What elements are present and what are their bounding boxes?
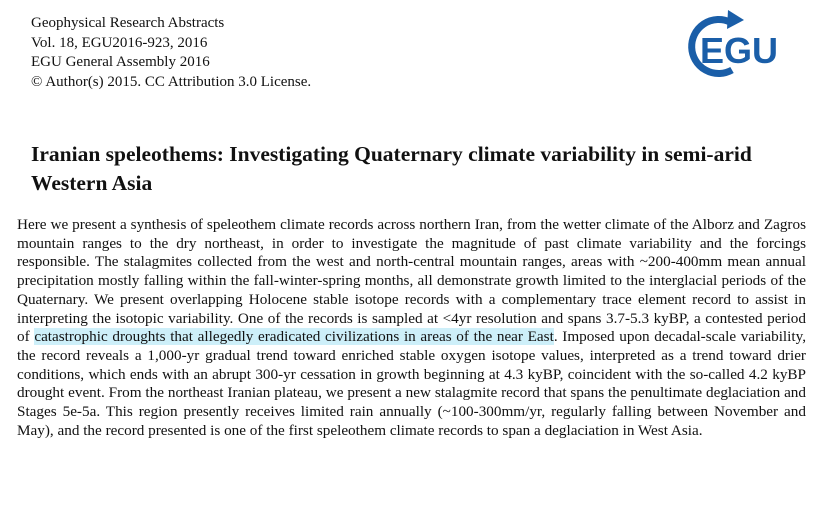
- abstract-highlight: catastrophic droughts that allegedly eradicated civilizations in areas of the near East: [34, 328, 554, 346]
- license-line: © Author(s) 2015. CC Attribution 3.0 License.: [31, 73, 312, 90]
- volume-info: Vol. 18, EGU2016-923, 2016: [31, 34, 208, 51]
- egu-logo: [680, 8, 798, 84]
- egu-logo-arrow: [727, 10, 744, 29]
- paper-title: Iranian speleothems: Investigating Quaternary climate variability in semi-arid Western Asia: [31, 142, 752, 195]
- abstract-body: [17, 216, 806, 440]
- egu-logo-text: EGU: [700, 30, 779, 71]
- abstract-text-part1: Here we present a synthesis of speleothem climate records across northern Iran, from the wetter climate of the Alborz and Zagros mountain ranges to the dry northeast, in order to investigate the magnitude of past climate variability and the forcings responsible. The stalagmites collected from the west and north-central mountain ranges, areas with ~200-400mm mean annual precipitation mostly falling within the fall-winter-spring months, all demonstrate growth limited to the interglacial periods of the Quaternary. We present overlapping Holocene stable isotope records with a complementary trace element record to assist in interpreting the isotopic variability. One of the records is sampled at <4yr resolution and spans 3.7-5.3 kyBP, a contested period of: [17, 216, 806, 346]
- journal-name: Geophysical Research Abstracts: [31, 15, 225, 31]
- publication-info: [31, 14, 311, 92]
- assembly-name: EGU General Assembly 2016: [31, 54, 210, 70]
- abstract-text-part2: . Imposed upon decadal-scale variability, the record reveals a 1,000-yr gradual trend toward enriched stable oxygen isotope values, interpreted as a trend toward drier conditions, which ends with an abrupt 300-yr cessation in growth beginning at 4.3 kyBP, coincident with the so-called 4.2 kyBP drought event. From the northeast Iranian plateau, we present a new stalagmite record that spans the penultimate deglaciation and Stages 5e-5a. This region presently receives limited rain annually (~100-300mm/yr, regularly falling between November and May), and the record presented is one of the first speleothem climate records to span a deglaciation in West Asia.: [17, 328, 806, 439]
